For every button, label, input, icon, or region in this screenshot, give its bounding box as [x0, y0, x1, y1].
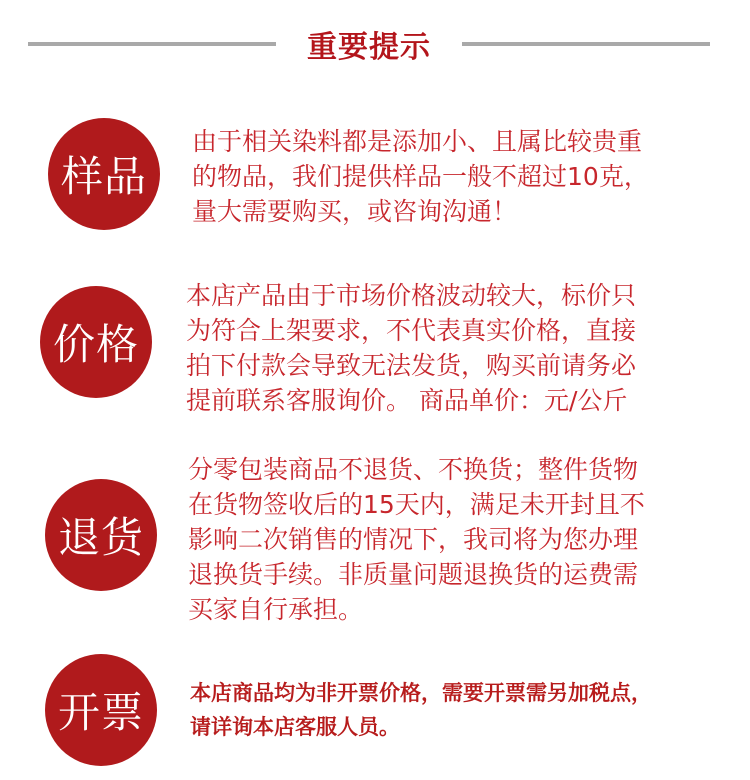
price-line-1: 本店产品由于市场价格波动较大，标价只 — [186, 281, 637, 310]
return-line-3: 影响二次销售的情况下，我司将为您办理 — [188, 525, 639, 554]
return-line-2: 在货物签收后的15天内，满足未开封且不 — [188, 490, 645, 519]
sample-line-1: 由于相关染料都是添加小、且属比较贵重 — [192, 127, 643, 156]
header-rule-left — [28, 42, 276, 46]
return-line-5: 买家自行承担。 — [188, 595, 364, 624]
return-line-4: 退换货手续。非质量问题退换货的运费需 — [188, 560, 639, 589]
return-line-1: 分零包装商品不退货、不换货；整件货物 — [188, 455, 639, 484]
sample-line-3: 量大需要购买，或咨询沟通！ — [192, 197, 518, 226]
return-text — [188, 452, 645, 627]
price-line-2: 为符合上架要求，不代表真实价格，直接 — [186, 316, 637, 345]
price-line-4: 提前联系客服询价。 商品单价：元/公斤 — [186, 386, 628, 415]
price-text — [186, 278, 636, 418]
sample-text — [192, 124, 649, 229]
invoice-badge: 开票 — [45, 654, 157, 766]
invoice-line-2: 请详询本店客服人员。 — [190, 714, 400, 739]
invoice-line-1: 本店商品均为非开票价格，需要开票需另加税点， — [190, 680, 652, 705]
header-rule-right — [462, 42, 710, 46]
sample-line-2: 的物品，我们提供样品一般不超过10克， — [192, 162, 649, 191]
header — [0, 0, 750, 80]
price-line-3: 拍下付款会导致无法发货，购买前请务必 — [186, 351, 637, 380]
sample-badge: 样品 — [48, 118, 160, 230]
price-badge: 价格 — [40, 286, 152, 398]
invoice-text — [190, 676, 652, 744]
return-badge: 退货 — [45, 479, 157, 591]
page-title: 重要提示 — [307, 30, 431, 65]
